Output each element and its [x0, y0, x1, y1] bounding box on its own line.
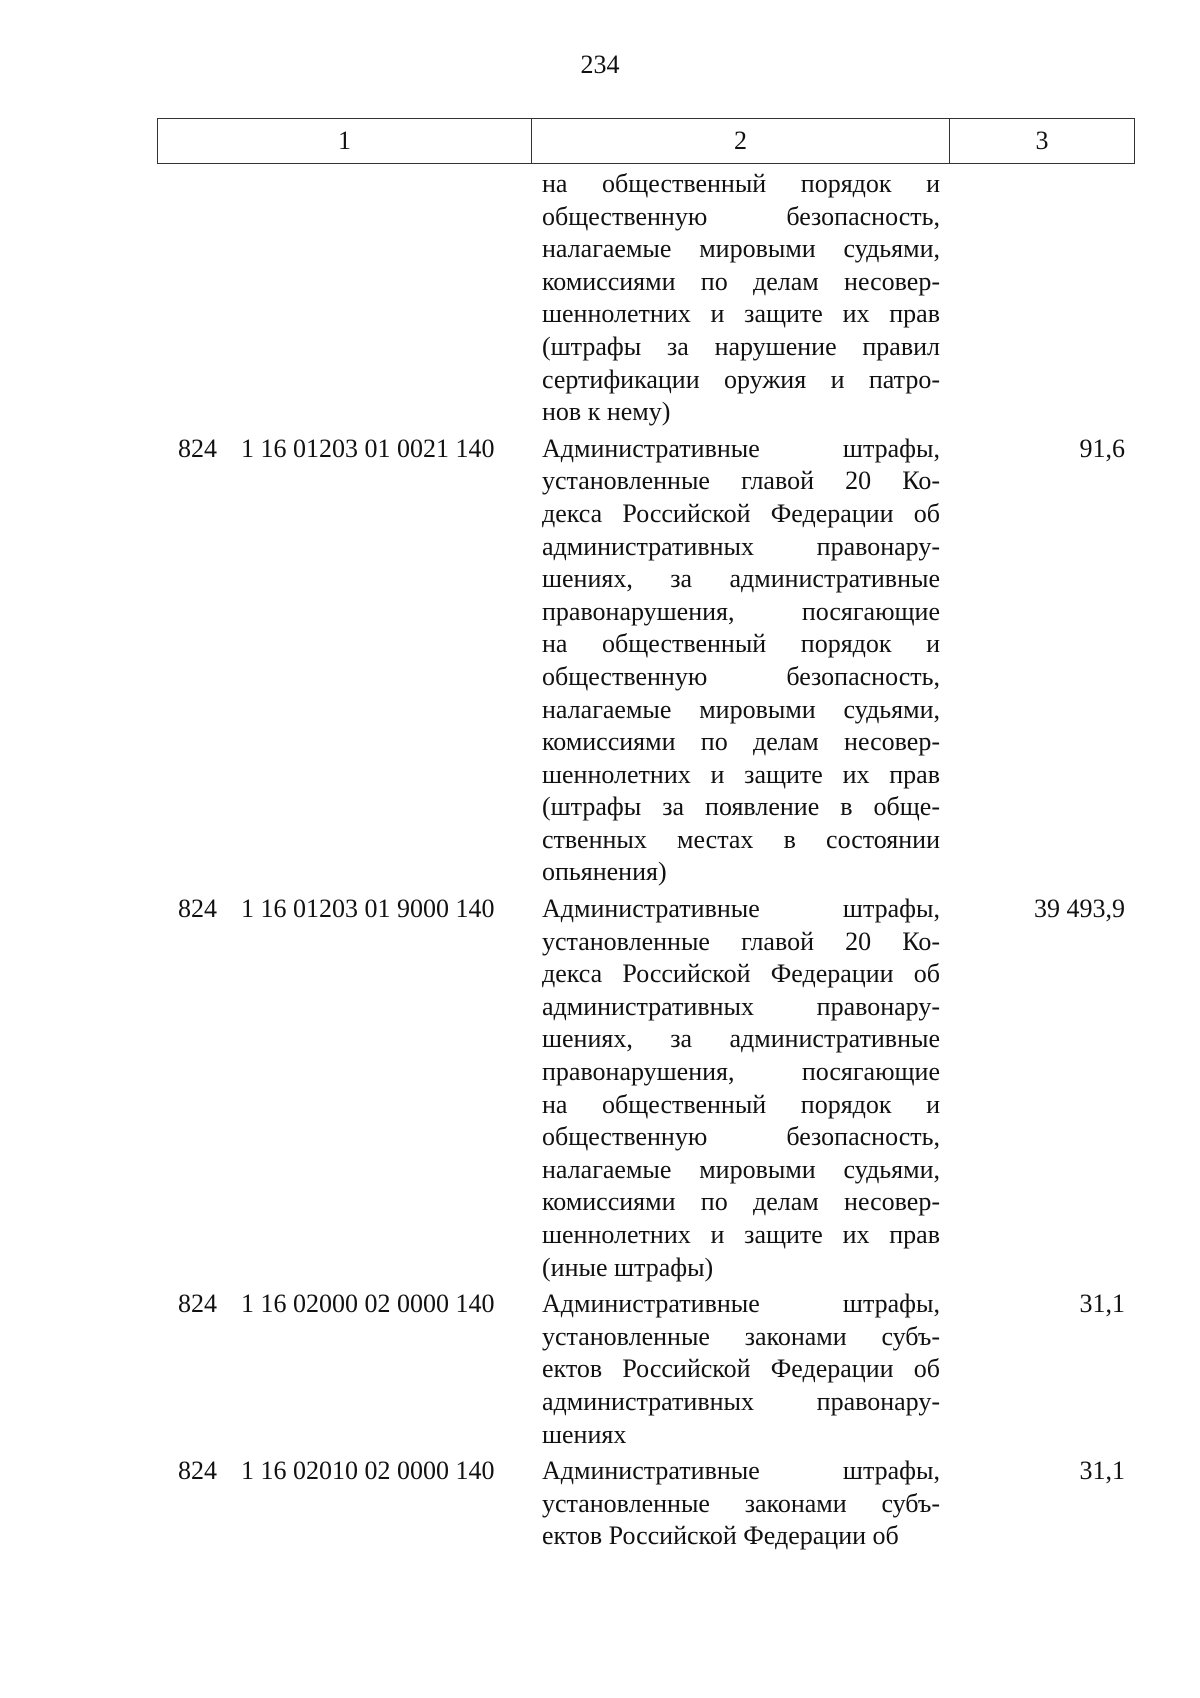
description-line: установленные главой 20 Ко-	[542, 466, 940, 496]
description-line: общественную безопасность,	[542, 1122, 940, 1152]
table-row	[157, 1288, 1135, 1451]
description-line: шениях, за административные	[542, 564, 940, 594]
description-line: Административные штрафы,	[542, 1289, 940, 1319]
description-line: комиссиями по делам несовер-	[542, 266, 940, 296]
header-column-1: 1	[158, 119, 532, 163]
agency-code-cell: 824	[178, 1456, 217, 1486]
table-header	[157, 118, 1135, 164]
description-line: правонарушения, посягающие	[542, 1057, 940, 1087]
agency-code-cell: 824	[178, 1289, 217, 1319]
amount-cell: 91,6	[1079, 433, 1125, 463]
description-line: ственных местах в состоянии	[542, 824, 940, 854]
description-line: на общественный порядок и	[542, 169, 940, 198]
description-line: (иные штрафы)	[542, 1252, 714, 1282]
agency-code-cell: 824	[178, 894, 217, 924]
description-line: Административные штрафы,	[542, 433, 940, 463]
description-cell	[542, 1288, 940, 1451]
amount-cell: 31,1	[1079, 1456, 1125, 1486]
description-line: налагаемые мировыми судьями,	[542, 1154, 940, 1184]
description-line: опьянения)	[542, 857, 667, 887]
description-line: декса Российской Федерации об	[542, 959, 940, 989]
budget-classification-code-cell	[217, 168, 525, 429]
description-line: правонарушения, посягающие	[542, 596, 940, 626]
description-line: общественную безопасность,	[542, 661, 940, 691]
description-line: установленные законами субъ-	[542, 1321, 940, 1351]
header-column-2: 2	[532, 119, 950, 163]
description-line: шениях, за административные	[542, 1024, 940, 1054]
description-line: нов к нему)	[542, 397, 671, 427]
description-line: ектов Российской Федерации об	[542, 1521, 899, 1551]
amount-cell	[940, 168, 1135, 429]
description-line: на общественный порядок и	[542, 629, 940, 659]
amount-cell: 31,1	[1079, 1289, 1125, 1319]
description-line: шеннолетних и защите их прав	[542, 1220, 940, 1249]
description-line: декса Российской Федерации об	[542, 498, 940, 528]
budget-classification-code-cell: 1 16 01203 01 9000 140	[241, 894, 495, 924]
budget-classification-code-cell: 1 16 01203 01 0021 140	[241, 433, 495, 463]
description-line: Административные штрафы,	[542, 894, 940, 924]
description-line: сертификации оружия и патро-	[542, 364, 940, 394]
table-row	[157, 433, 1135, 889]
description-line: на общественный порядок и	[542, 1089, 940, 1119]
description-line: комиссиями по делам несовер-	[542, 727, 940, 757]
page-number: 234	[580, 50, 620, 79]
description-line: налагаемые мировыми судьями,	[542, 234, 940, 264]
description-line: шениях	[542, 1419, 627, 1449]
amount-cell: 39 493,9	[1034, 894, 1125, 924]
description-line: административных правонару-	[542, 1386, 940, 1416]
budget-classification-code-cell: 1 16 02010 02 0000 140	[241, 1456, 495, 1486]
description-cell	[542, 1455, 940, 1553]
agency-code-cell: 824	[178, 433, 217, 463]
description-line: установленные законами субъ-	[542, 1488, 940, 1518]
description-line: шеннолетних и защите их прав	[542, 299, 940, 329]
description-line: установленные главой 20 Ко-	[542, 926, 940, 956]
description-line: (штрафы за появление в обще-	[542, 792, 940, 822]
table-row	[157, 1455, 1135, 1553]
description-cell	[542, 893, 940, 1284]
description-line: административных правонару-	[542, 531, 940, 561]
table-row	[157, 893, 1135, 1284]
description-line: (штрафы за нарушение правил	[542, 331, 940, 361]
description-line: налагаемые мировыми судьями,	[542, 694, 940, 724]
description-line: административных правонару-	[542, 991, 940, 1021]
description-line: комиссиями по делам несовер-	[542, 1187, 940, 1217]
description-line: ектов Российской Федерации об	[542, 1354, 940, 1384]
description-cell	[542, 433, 940, 889]
description-line: шеннолетних и защите их прав	[542, 759, 940, 789]
agency-code-cell	[157, 168, 217, 429]
description-line: Административные штрафы,	[542, 1456, 940, 1486]
description-line: общественную безопасность,	[542, 201, 940, 231]
description-cell	[542, 168, 940, 429]
table-body	[157, 168, 1135, 1553]
budget-classification-code-cell: 1 16 02000 02 0000 140	[241, 1289, 495, 1319]
header-column-3: 3	[1035, 126, 1049, 155]
table-row	[157, 168, 1135, 429]
